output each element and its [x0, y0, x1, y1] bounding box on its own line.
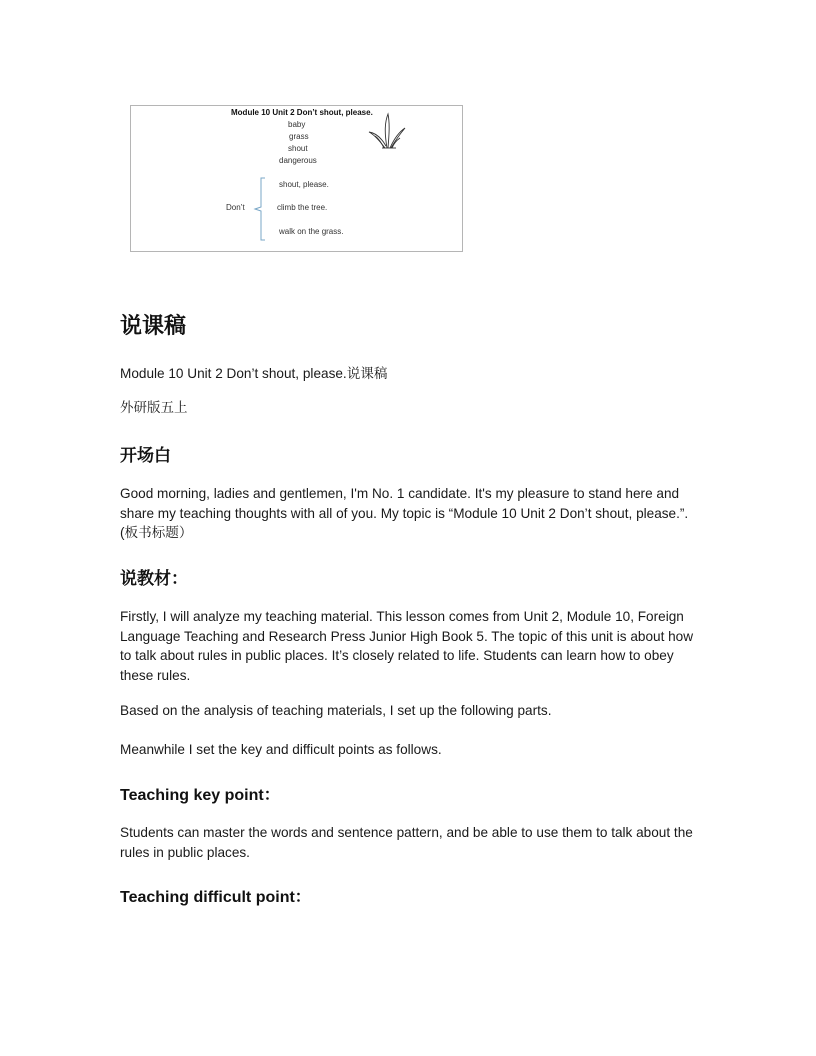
- material-paragraph-3: Meanwhile I set the key and difficult points as follows.: [120, 742, 442, 757]
- edition-label: 外研版五上: [120, 400, 188, 416]
- material-paragraph-2: Based on the analysis of teaching materials, I set up the following parts.: [120, 703, 552, 718]
- section-heading-opening: 开场白: [120, 446, 171, 466]
- board-word-shout: shout: [288, 144, 308, 153]
- key-point-paragraph: Students can master the words and sentence pattern, and be able to use them to talk about the rules in public places.: [120, 825, 693, 860]
- document-subtitle: Module 10 Unit 2 Don’t shout, please.说课稿: [120, 366, 388, 381]
- section-heading-material: 说教材：: [120, 569, 188, 589]
- bracket-icon: [251, 176, 271, 242]
- opening-paragraph: Good morning, ladies and gentlemen, I'm No. 1 candidate. It's my pleasure to stand here and share my teaching thoughts with all of you. My topic is “Module 10 Unit 2 Don’t shout, please.”. (板书标题）: [120, 486, 689, 540]
- section-heading-key-point: Teaching key point：: [120, 787, 280, 804]
- board-phrase-shout: shout, please.: [279, 180, 329, 189]
- material-paragraph-1: Firstly, I will analyze my teaching material. This lesson comes from Unit 2, Module 10, Foreign Language Teaching and Research Press Junior High Book 5. The topic of this unit is about how to talk about rules in public places. It’s closely related to life. Students can learn how to obey these rules.: [120, 609, 694, 683]
- board-prefix-dont: Don’t: [226, 203, 245, 212]
- page-title: 说课稿: [120, 314, 187, 339]
- board-word-grass: grass: [289, 132, 309, 141]
- board-word-dangerous: dangerous: [279, 156, 317, 165]
- blackboard-design-figure: [130, 105, 463, 252]
- board-phrase-climb: climb the tree.: [277, 203, 328, 212]
- section-heading-difficult-point: Teaching difficult point：: [120, 889, 311, 906]
- grass-plant-icon: [367, 112, 407, 150]
- board-word-baby: baby: [288, 120, 306, 129]
- board-title: Module 10 Unit 2 Don’t shout, please.: [231, 108, 373, 117]
- board-phrase-walk: walk on the grass.: [279, 227, 344, 236]
